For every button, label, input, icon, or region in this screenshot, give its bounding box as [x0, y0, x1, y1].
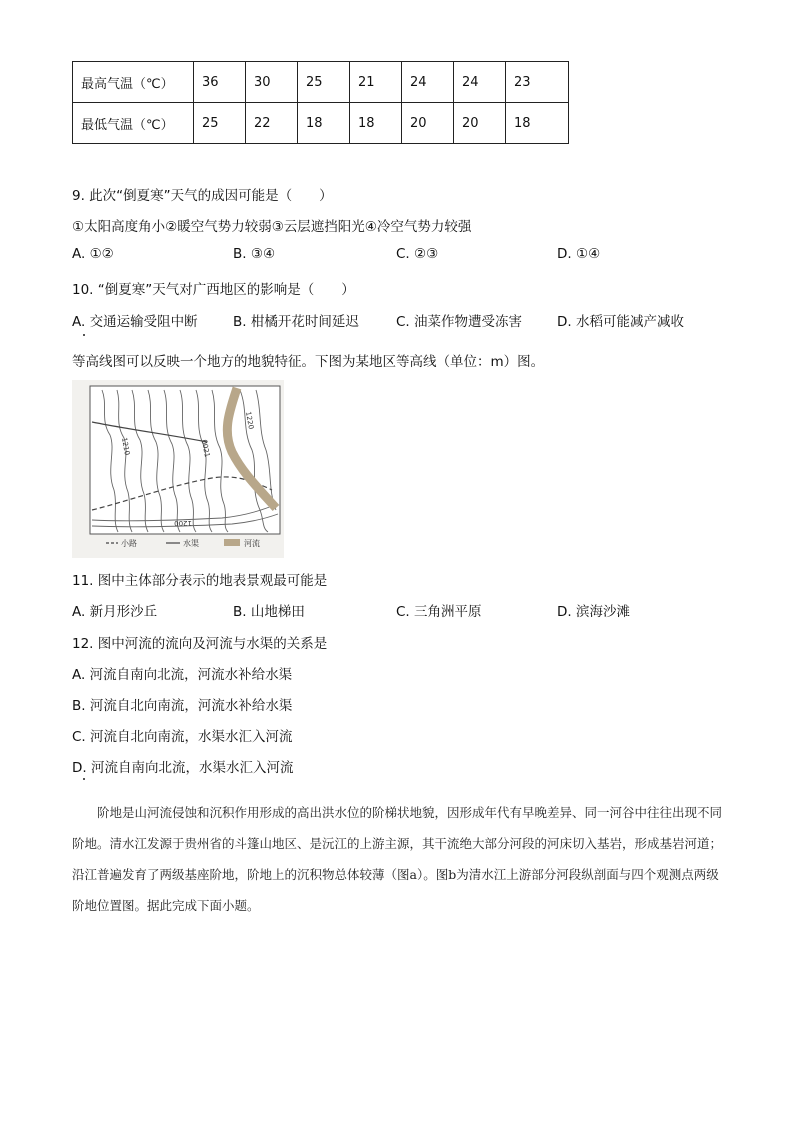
table-row	[73, 103, 569, 144]
contour-label: 0021	[200, 438, 212, 458]
row-label-max: 最高气温（℃）	[73, 62, 194, 103]
q9-option-a[interactable]: A. ①②	[72, 246, 114, 262]
table-cell: 24	[402, 62, 454, 103]
contour-label: 1220	[244, 410, 256, 430]
table-cell: 20	[402, 103, 454, 144]
contour-label: 1200	[174, 519, 192, 527]
temperature-table	[72, 61, 569, 144]
contour-map	[72, 380, 284, 558]
contour-intro: 等高线图可以反映一个地方的地貌特征。下图为某地区等高线（单位：m）图。	[72, 354, 545, 370]
question-11-stem: 11. 图中主体部分表示的地表景观最可能是	[72, 573, 328, 589]
q10-option-d[interactable]: D. 水稻可能减产减收	[557, 314, 684, 330]
q10-option-b[interactable]: B. 柑橘开花时间延迟	[233, 314, 359, 330]
q11-option-b[interactable]: B. 山地梯田	[233, 604, 305, 620]
q9-option-d[interactable]: D. ①④	[557, 246, 601, 262]
contour-label: 1210	[120, 436, 132, 456]
question-9-statements: ①太阳高度角小②暖空气势力较弱③云层遮挡阳光④冷空气势力较强	[72, 219, 472, 235]
table-cell: 18	[298, 103, 350, 144]
table-cell: 36	[194, 62, 246, 103]
table-cell: 18	[350, 103, 402, 144]
table-cell: 21	[350, 62, 402, 103]
q10-option-c[interactable]: C. 油菜作物遭受冻害	[396, 314, 523, 330]
q11-option-a[interactable]: A. 新月形沙丘	[72, 604, 158, 620]
legend-path-label: 小路	[121, 539, 137, 548]
q9-option-b[interactable]: B. ③④	[233, 246, 276, 262]
q10-option-a[interactable]: A. 交通运输受阻中断	[72, 314, 198, 330]
table-cell: 22	[246, 103, 298, 144]
q11-option-c[interactable]: C. 三角洲平原	[396, 604, 482, 620]
table-cell: 30	[246, 62, 298, 103]
question-9-stem: 9. 此次“倒夏寒”天气的成因可能是（ ）	[72, 188, 333, 204]
question-12-stem: 12. 图中河流的流向及河流与水渠的关系是	[72, 636, 328, 652]
table-cell: 25	[298, 62, 350, 103]
q11-option-d[interactable]: D. 滨海沙滩	[557, 604, 630, 620]
q12-option-c[interactable]: C. 河流自北向南流，水渠水汇入河流	[72, 729, 293, 745]
q9-option-c[interactable]: C. ②③	[396, 246, 439, 262]
question-10-stem: 10. “倒夏寒”天气对广西地区的影响是（ ）	[72, 282, 355, 298]
row-label-min: 最低气温（℃）	[73, 103, 194, 144]
table-cell: 18	[506, 103, 569, 144]
table-cell: 23	[506, 62, 569, 103]
contour-map-figure	[72, 380, 284, 558]
reading-passage: 阶地是山河流侵蚀和沉积作用形成的高出洪水位的阶梯状地貌，因形成年代有早晚差异、同一河谷中往往出现不同阶地。清水江发源于贵州省的斗篷山地区、是沅江的上游主源，其干流绝大部分河段的河床切入基岩，形成基岩河道；沿江普遍发育了两级基座阶地，阶地上的沉积物总体较薄（图a）。图b为清水江上游部分河段纵剖面与四个观测点两级阶地位置图。据此完成下面小题。	[72, 805, 723, 913]
scan-mark	[83, 334, 85, 336]
q12-option-d[interactable]: D. 河流自南向北流，水渠水汇入河流	[72, 760, 294, 776]
q12-option-b[interactable]: B. 河流自北向南流，河流水补给水渠	[72, 698, 293, 714]
legend-river-label: 河流	[244, 539, 260, 548]
table-row	[73, 62, 569, 103]
q12-option-a[interactable]: A. 河流自南向北流，河流水补给水渠	[72, 667, 293, 683]
table-cell: 25	[194, 103, 246, 144]
scan-mark	[83, 778, 85, 780]
table-cell: 20	[454, 103, 506, 144]
table-cell: 24	[454, 62, 506, 103]
legend-canal-label: 水渠	[183, 539, 199, 548]
